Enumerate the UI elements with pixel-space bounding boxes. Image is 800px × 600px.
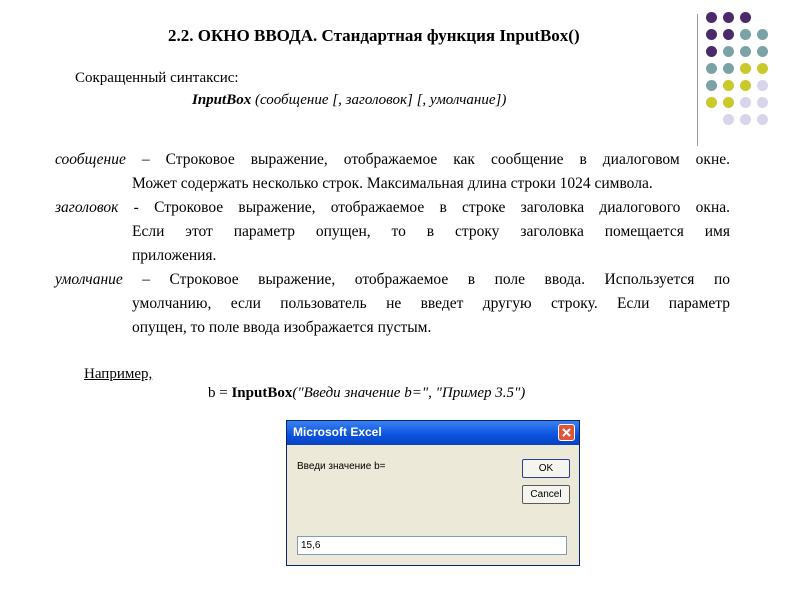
decorative-dot <box>706 80 717 91</box>
param-term: умолчание <box>55 271 123 288</box>
example-code-function: InputBox <box>231 385 293 401</box>
value-input[interactable]: 15,6 <box>297 536 567 555</box>
decorative-divider <box>697 14 698 146</box>
decorative-dot <box>740 80 751 91</box>
syntax-line <box>192 92 506 109</box>
decorative-dot <box>740 114 751 125</box>
decorative-dot <box>757 114 768 125</box>
param-text: – Строковое выражение, отображаемое как сообщение в диалоговом окне. <box>125 151 730 168</box>
decorative-dot <box>706 12 717 23</box>
decorative-dot <box>757 29 768 40</box>
decorative-dot <box>706 29 717 40</box>
close-icon[interactable] <box>558 424 575 441</box>
ok-button[interactable]: OK <box>522 459 570 478</box>
decorative-dot <box>723 97 734 108</box>
decorative-dot <box>723 12 734 23</box>
decorative-dot <box>723 29 734 40</box>
decorative-dot <box>757 97 768 108</box>
inputbox-dialog <box>286 420 580 566</box>
param-text: – Строковое выражение, отображаемое в поле ввода. Используется по <box>122 271 730 288</box>
param-default <box>55 268 730 340</box>
param-term: заголовок <box>55 199 119 216</box>
cancel-button[interactable]: Cancel <box>522 485 570 504</box>
decorative-dot <box>706 97 717 108</box>
decorative-dot <box>740 46 751 57</box>
decorative-dot <box>706 46 717 57</box>
dialog-message: Введи значение b= <box>297 461 386 472</box>
decorative-dot <box>740 29 751 40</box>
param-text: приложения. <box>132 247 217 264</box>
decorative-dot <box>757 80 768 91</box>
decorative-dot <box>723 46 734 57</box>
dialog-title: Microsoft Excel <box>293 425 382 439</box>
example-label: Например, <box>84 366 153 382</box>
param-text: - Строковое выражение, отображаемое в строке заголовка диалогового окна. <box>118 199 730 216</box>
slide-title: 2.2. ОКНО ВВОДА. Стандартная функция InputBox() <box>168 26 580 45</box>
decorative-dot <box>723 114 734 125</box>
example-code <box>208 385 525 402</box>
param-title <box>55 196 730 268</box>
decorative-dot <box>740 97 751 108</box>
syntax-arguments: (сообщение [, заголовок] [, умолчание]) <box>251 92 507 108</box>
param-text: опущен, то поле ввода изображается пустым. <box>132 319 432 336</box>
decorative-dot <box>740 63 751 74</box>
decorative-dot <box>757 63 768 74</box>
decorative-dot <box>706 63 717 74</box>
dialog-titlebar <box>287 421 579 445</box>
param-text: Может содержать несколько строк. Максимальная длина строки 1024 символа. <box>132 175 653 192</box>
param-text: Если этот параметр опущен, то в строку заголовка помещается имя <box>132 223 730 240</box>
param-term: сообщение <box>55 151 126 168</box>
decorative-dot <box>757 46 768 57</box>
param-message <box>55 148 730 196</box>
syntax-label: Сокращенный синтаксис: <box>75 70 239 86</box>
decorative-dot <box>723 80 734 91</box>
decorative-dot <box>723 63 734 74</box>
param-text: умолчанию, если пользователь не введет другую строку. Если параметр <box>132 295 730 312</box>
example-code-args: ("Введи значение b=", "Пример 3.5") <box>292 385 526 401</box>
decorative-dot <box>740 12 751 23</box>
syntax-function: InputBox <box>192 92 252 108</box>
example-code-prefix: b = <box>208 385 232 401</box>
